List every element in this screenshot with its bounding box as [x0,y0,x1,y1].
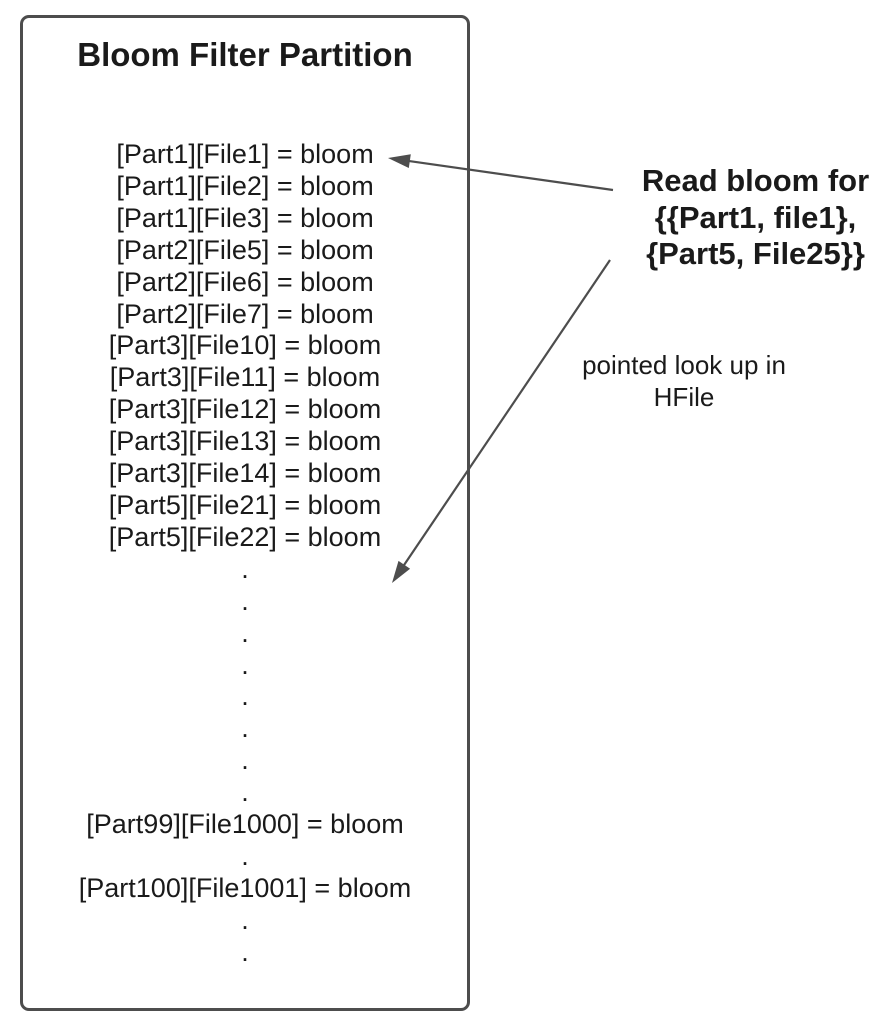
partition-entry: . [241,745,249,776]
partition-entry: [Part1][File2] = bloom [116,170,374,201]
partition-entry: . [241,585,249,616]
partition-entry: [Part1][File3] = bloom [116,202,374,233]
partition-entry: [Part99][File1000] = bloom [86,809,404,840]
partition-entry: [Part100][File1001] = bloom [78,872,412,903]
partition-box-title: Bloom Filter Partition [77,36,413,73]
partition-entry: [Part1][File1] = bloom [116,139,374,169]
partition-entry-list [20,139,470,969]
read-bloom-annotation-line: Read bloom for [641,163,870,198]
partition-entry: [Part5][File22] = bloom [108,521,382,552]
partition-entry: . [241,904,249,935]
pointed-lookup-annotation [564,349,804,413]
partition-entry: . [241,553,249,584]
partition-entry: . [241,649,249,680]
partition-entry: . [241,681,249,712]
partition-entry: [Part2][File6] = bloom [116,266,374,297]
partition-entry: [Part3][File11] = bloom [109,362,381,393]
partition-entry: [Part2][File7] = bloom [116,298,374,329]
partition-entry: . [241,936,249,967]
partition-entry: [Part3][File14] = bloom [108,458,382,489]
partition-entry: [Part3][File10] = bloom [108,330,382,361]
read-bloom-annotation-line: {Part5, File25}} [646,236,865,271]
partition-entry: [Part3][File13] = bloom [108,426,382,457]
partition-entry: [Part2][File5] = bloom [116,234,374,265]
partition-entry: [Part3][File12] = bloom [108,394,382,425]
partition-entry: . [241,777,249,808]
pointed-lookup-annotation-line: pointed look up in [582,350,786,380]
partition-entry: [Part5][File21] = bloom [108,489,382,520]
partition-entry: . [241,713,249,744]
read-bloom-annotation [633,163,878,273]
partition-entry: . [241,840,249,871]
pointed-lookup-annotation-line: HFile [653,382,715,412]
partition-entry: . [241,617,249,648]
read-bloom-annotation-line: {{Part1, file1}, [654,199,857,235]
